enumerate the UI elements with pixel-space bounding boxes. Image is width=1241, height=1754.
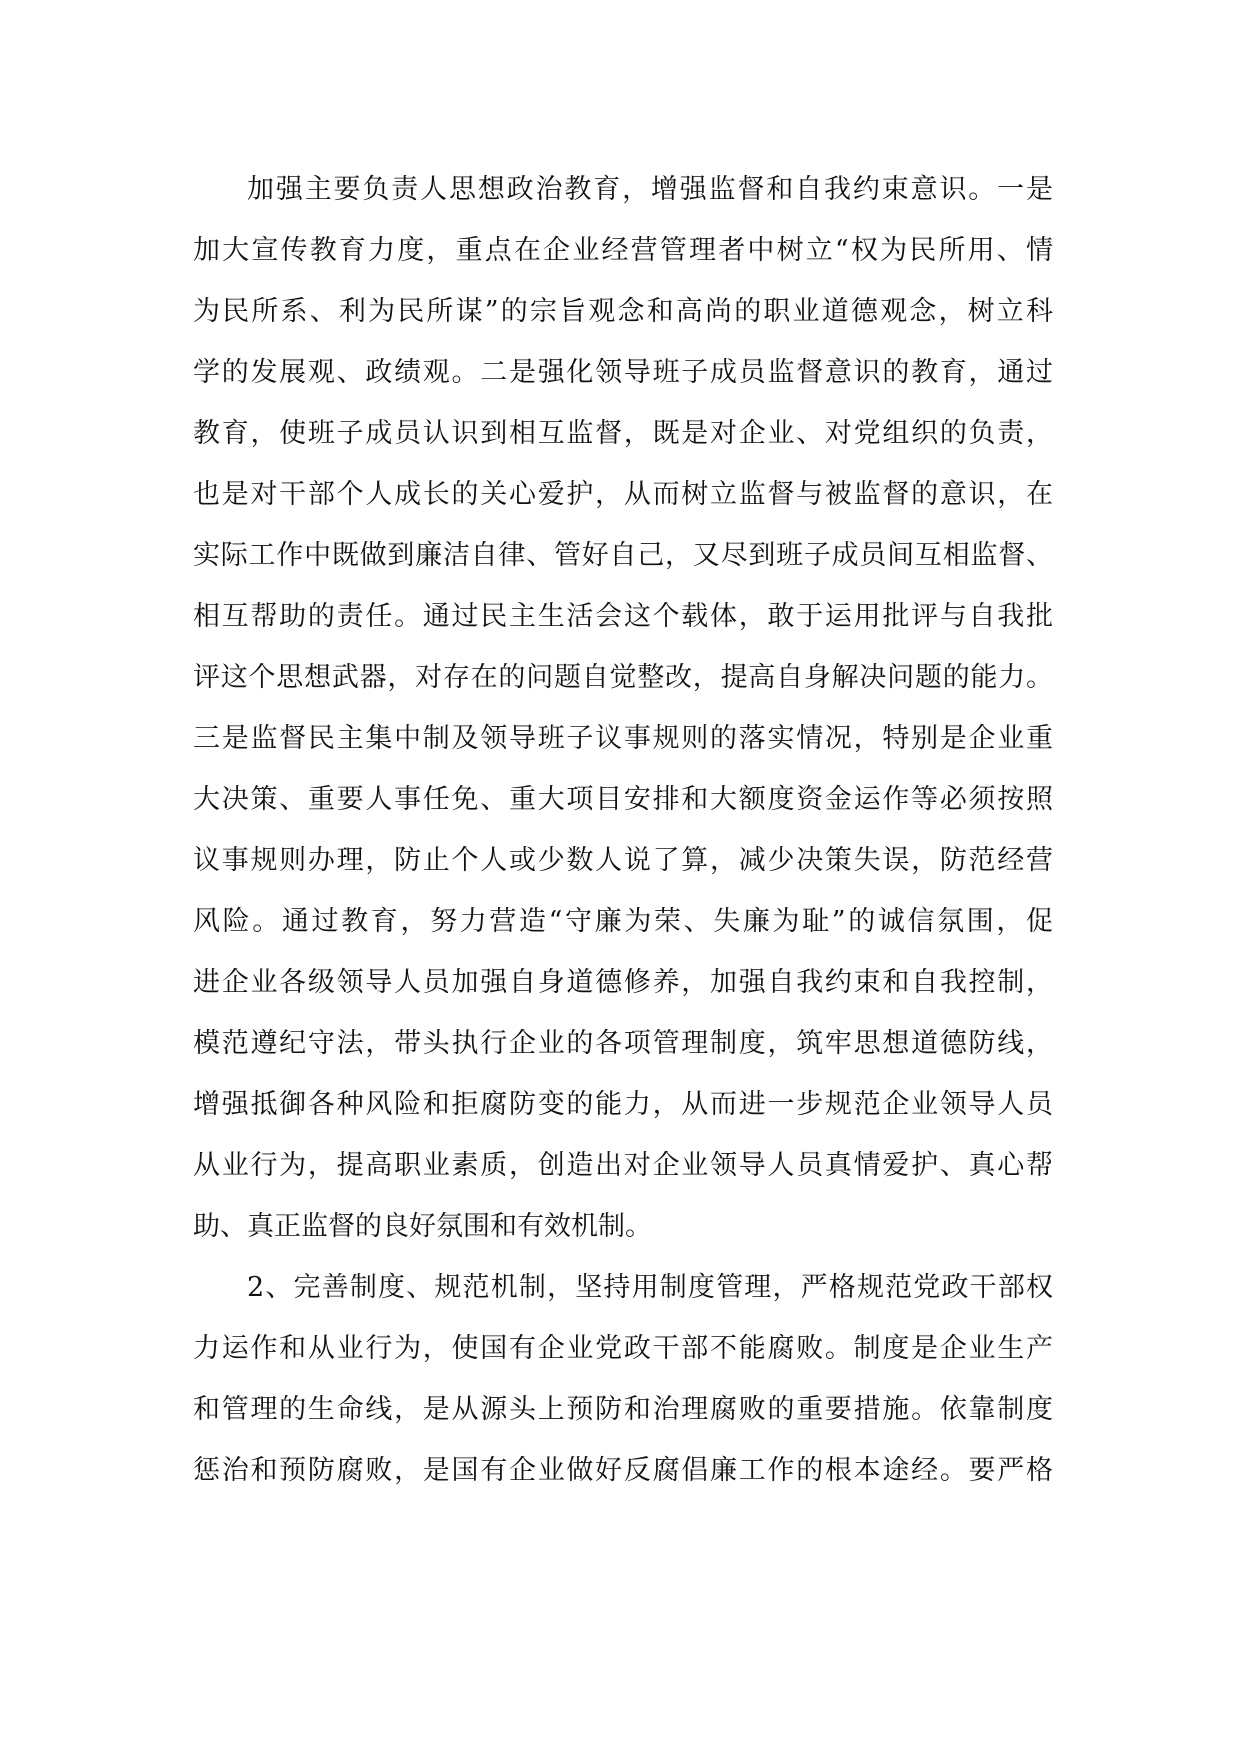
paragraph-1-line-3: 为民所系、利为民所谋”的宗旨观念和高尚的职业道德观念，树立科 (193, 296, 1053, 327)
paragraph-1-line-6: 也是对干部个人成长的关心爱护，从而树立监督与被监督的意识，在 (193, 479, 1053, 510)
paragraph-1-line-8: 相互帮助的责任。通过民主生活会这个载体，敢于运用批评与自我批 (193, 601, 1053, 632)
paragraph-1-line-16: 增强抵御各种风险和拒腐防变的能力，从而进一步规范企业领导人员 (193, 1089, 1053, 1120)
paragraph-1-line-2: 加大宣传教育力度，重点在企业经营管理者中树立“权为民所用、情 (193, 235, 1053, 266)
paragraph-1-line-15: 模范遵纪守法，带头执行企业的各项管理制度，筑牢思想道德防线， (193, 1028, 1053, 1059)
paragraph-1-line-17: 从业行为，提高职业素质，创造出对企业领导人员真情爱护、真心帮 (193, 1150, 1053, 1181)
body-text (193, 159, 1053, 1501)
paragraph-2-line-1: 2、完善制度、规范机制，坚持用制度管理，严格规范党政干部权 (247, 1272, 1053, 1303)
paragraph-1-line-1: 加强主要负责人思想政治教育，增强监督和自我约束意识。一是 (247, 174, 1053, 205)
paragraph-1-line-13: 风险。通过教育，努力营造“守廉为荣、失廉为耻”的诚信氛围，促 (193, 906, 1053, 937)
paragraph-2-line-3: 和管理的生命线，是从源头上预防和治理腐败的重要措施。依靠制度 (193, 1394, 1053, 1425)
paragraph-1-line-9: 评这个思想武器，对存在的问题自觉整改，提高自身解决问题的能力。 (193, 662, 1053, 693)
paragraph-2-line-2: 力运作和从业行为，使国有企业党政干部不能腐败。制度是企业生产 (193, 1333, 1053, 1364)
paragraph-1-line-11: 大决策、重要人事任免、重大项目安排和大额度资金运作等必须按照 (193, 784, 1053, 815)
paragraph-1-line-10: 三是监督民主集中制及领导班子议事规则的落实情况，特别是企业重 (193, 723, 1053, 754)
paragraph-1-line-4: 学的发展观、政绩观。二是强化领导班子成员监督意识的教育，通过 (193, 357, 1053, 388)
paragraph-2-line-4: 惩治和预防腐败，是国有企业做好反腐倡廉工作的根本途经。要严格 (193, 1455, 1053, 1486)
paragraph-1-line-7: 实际工作中既做到廉洁自律、管好自己，又尽到班子成员间互相监督、 (193, 540, 1053, 571)
paragraph-1-line-12: 议事规则办理，防止个人或少数人说了算，减少决策失误，防范经营 (193, 845, 1053, 876)
paragraph-1-line-18: 助、真正监督的良好氛围和有效机制。 (193, 1211, 652, 1242)
paragraph-1-line-14: 进企业各级领导人员加强自身道德修养，加强自我约束和自我控制， (193, 967, 1053, 998)
paragraph-1-line-5: 教育，使班子成员认识到相互监督，既是对企业、对党组织的负责， (193, 418, 1053, 449)
